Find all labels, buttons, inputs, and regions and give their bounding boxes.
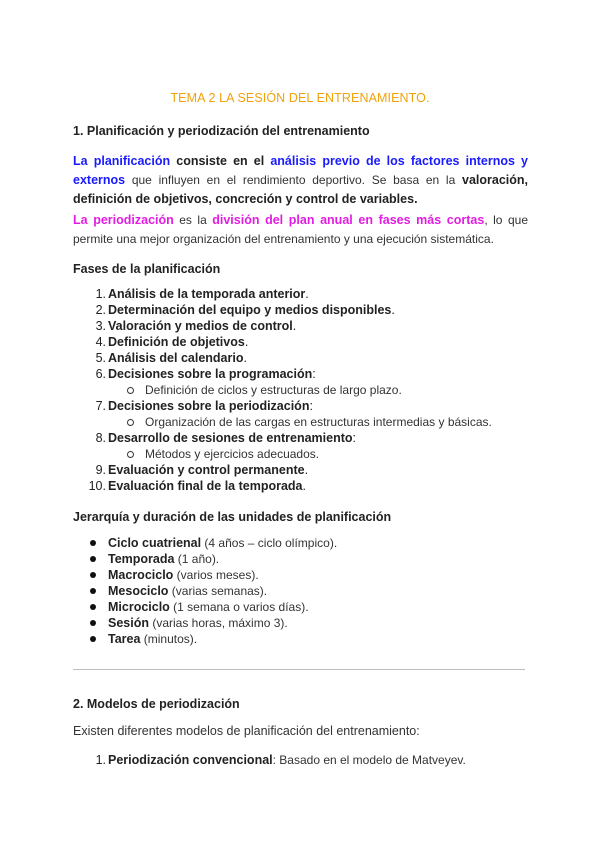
phase-punct: . <box>302 479 306 493</box>
list-number: 7. <box>95 399 106 413</box>
bullet-icon <box>90 620 96 626</box>
phases-heading: Fases de la planificación <box>73 262 221 276</box>
phase-punct: : <box>312 367 316 381</box>
circle-bullet-icon <box>127 387 134 394</box>
phase-punct: . <box>244 335 249 349</box>
sub-item-text: Organización de las cargas en estructuras intermedias y básicas. <box>145 415 492 429</box>
list-number: 9. <box>95 463 106 477</box>
list-number: 3. <box>95 319 106 333</box>
document-title: TEMA 2 LA SESIÓN DEL ENTRENAMIENTO. <box>170 91 430 105</box>
unit-desc: (varias semanas). <box>168 584 268 598</box>
list-number: 10. <box>88 479 106 493</box>
list-number: 6. <box>95 367 106 381</box>
list-item <box>73 334 543 350</box>
list-item <box>73 286 543 302</box>
p1-text-a: consiste en el <box>170 154 271 168</box>
unit-desc: (1 año). <box>174 552 220 566</box>
term-division: división del plan anual en fases más cortas <box>212 213 485 227</box>
list-item <box>73 478 543 494</box>
bullet-icon <box>90 588 96 594</box>
section2-heading: 2. Modelos de periodización <box>73 697 240 711</box>
unit-term: Sesión <box>108 616 149 630</box>
model-term: Periodización convencional <box>108 753 273 767</box>
list-item <box>73 350 543 366</box>
sub-item-text: Métodos y ejercicios adecuados. <box>145 447 320 461</box>
bullet-icon <box>90 604 96 610</box>
hierarchy-list <box>73 535 543 647</box>
sub-list-item <box>73 382 543 398</box>
sub-item-text: Definición de ciclos y estructuras de largo plazo. <box>145 383 402 397</box>
list-item <box>73 583 543 599</box>
list-number: 8. <box>95 431 106 445</box>
list-item <box>73 599 543 615</box>
p1-text-c: . <box>414 192 418 206</box>
unit-term: Mesociclo <box>108 584 169 598</box>
unit-desc: (varios meses). <box>173 568 259 582</box>
phase-label: Determinación del equipo y medios disponibles <box>108 303 392 317</box>
unit-desc: (4 años – ciclo olímpico). <box>201 536 338 550</box>
list-item <box>73 318 543 334</box>
unit-term: Tarea <box>108 632 141 646</box>
phase-label: Valoración y medios de control <box>108 319 293 333</box>
phase-punct: . <box>243 351 247 365</box>
list-item <box>73 366 543 382</box>
list-item <box>73 398 543 414</box>
phase-punct: . <box>292 319 297 333</box>
unit-desc: (1 semana o varios días). <box>169 600 309 614</box>
bullet-icon <box>90 636 96 642</box>
list-number: 2. <box>95 303 106 317</box>
phase-label: Decisiones sobre la periodización <box>108 399 310 413</box>
list-item <box>73 631 543 647</box>
models-list <box>73 752 543 768</box>
sub-list-item <box>73 414 543 430</box>
phase-label: Análisis de la temporada anterior <box>108 287 306 301</box>
phases-list <box>73 286 543 494</box>
phase-punct: : <box>309 399 313 413</box>
unit-term: Ciclo cuatrienal <box>108 536 202 550</box>
list-item <box>73 567 543 583</box>
list-item <box>73 551 543 567</box>
phase-punct: : <box>352 431 357 445</box>
list-item <box>73 462 543 478</box>
phase-label: Definición de objetivos <box>108 335 245 349</box>
list-number: 1. <box>95 753 106 767</box>
phase-punct: . <box>304 463 309 477</box>
term-planificacion: La planificación <box>73 154 171 168</box>
hierarchy-heading: Jerarquía y duración de las unidades de planificación <box>73 510 392 524</box>
list-item <box>73 615 543 631</box>
phase-label: Análisis del calendario <box>108 351 244 365</box>
list-item <box>73 302 543 318</box>
bullet-icon <box>90 540 96 546</box>
term-periodizacion: La periodización <box>73 213 174 227</box>
list-item <box>73 535 543 551</box>
list-number: 4. <box>95 335 106 349</box>
bullet-icon <box>90 572 96 578</box>
planificacion-paragraph <box>73 152 528 209</box>
p1-text-b: que influyen en el rendimiento deportivo. Se basa en la <box>125 173 462 187</box>
unit-term: Macrociclo <box>108 568 174 582</box>
section2-intro: Existen diferentes modelos de planificación del entrenamiento: <box>73 724 420 738</box>
list-number: 5. <box>95 351 106 365</box>
term-valoracion: valoración, definición de objetivos, concreción y control de variables <box>73 173 528 206</box>
circle-bullet-icon <box>127 419 134 426</box>
horizontal-divider <box>73 669 525 670</box>
phase-punct: . <box>305 287 309 301</box>
list-number: 1. <box>95 287 106 301</box>
phase-label: Evaluación y control permanente <box>108 463 305 477</box>
phase-label: Decisiones sobre la programación <box>108 367 313 381</box>
phase-punct: . <box>391 303 395 317</box>
phase-label: Evaluación final de la temporada <box>108 479 303 493</box>
bullet-icon <box>90 556 96 562</box>
unit-term: Temporada <box>108 552 175 566</box>
periodizacion-paragraph <box>73 211 528 249</box>
unit-desc: (varias horas, máximo 3). <box>149 616 288 630</box>
unit-desc: (minutos). <box>140 632 198 646</box>
circle-bullet-icon <box>127 451 134 458</box>
term-analisis: análisis previo de los factores internos y externos <box>73 154 528 187</box>
p2-text-b: , lo que permite una mejor organización del entrenamiento y una ejecución sistemática. <box>73 213 528 246</box>
model-desc: : Basado en el modelo de Matveyev. <box>272 753 466 767</box>
phase-label: Desarrollo de sesiones de entrenamiento <box>108 431 353 445</box>
sub-list-item <box>73 446 543 462</box>
list-item <box>73 752 543 768</box>
section1-heading: 1. Planificación y periodización del entrenamiento <box>73 124 370 138</box>
list-item <box>73 430 543 446</box>
unit-term: Microciclo <box>108 600 170 614</box>
p2-text-a: es la <box>173 213 213 227</box>
